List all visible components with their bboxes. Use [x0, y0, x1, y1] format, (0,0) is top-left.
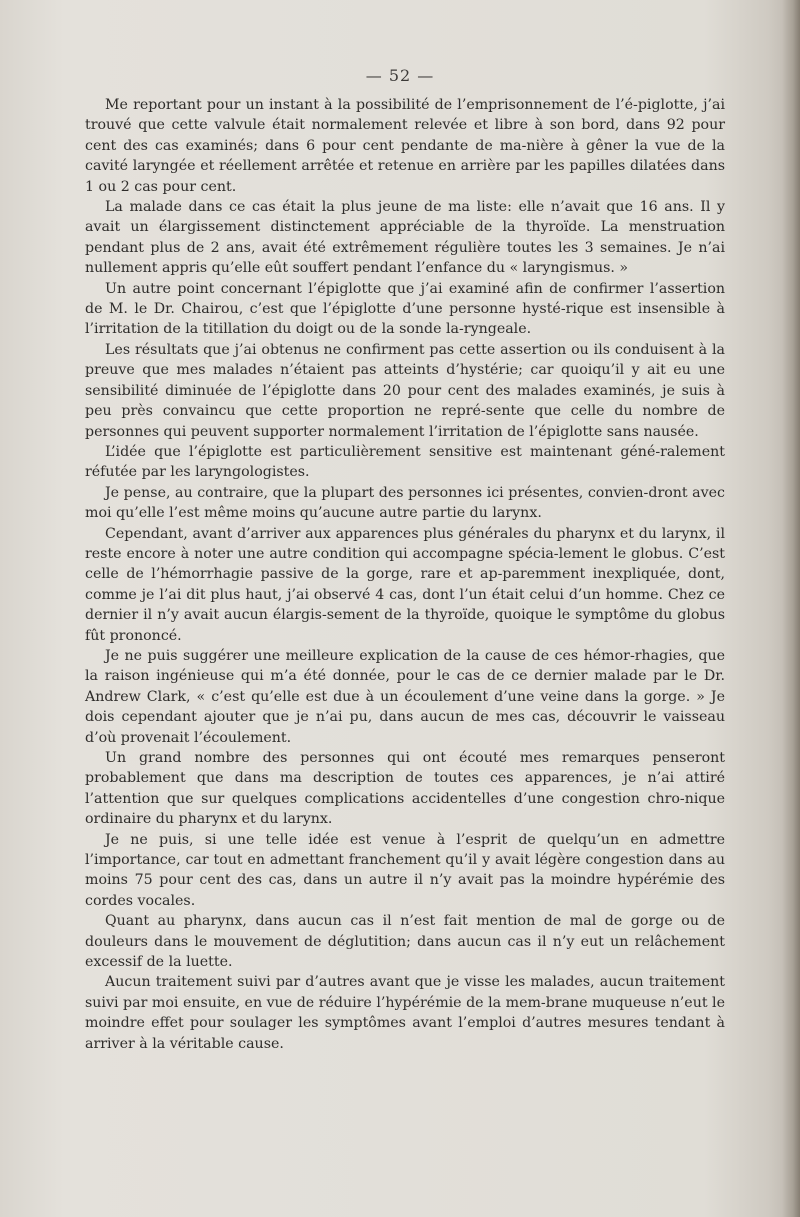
body-text	[85, 95, 725, 1054]
paragraph: Je ne puis suggérer une meilleure explication de la cause de ces hémor-rhagies, que la raison ingénieuse qui m’a été donnée, pour le cas de ce dernier malade par le Dr. Andrew Clark, « c’est qu’elle est due à un écoulement d’une veine dans la gorge. » Je dois cependant ajouter que je n’ai pu, dans aucun de mes cas, découvrir le vaisseau d’où provenait l’écoulement.	[85, 647, 725, 746]
paragraph: Quant au pharynx, dans aucun cas il n’est fait mention de mal de gorge ou de douleurs dans le mouvement de déglutition; dans aucun cas il n’y eut un relâchement excessif de la luette.	[85, 913, 725, 971]
paragraph: Cependant, avant d’arriver aux apparences plus générales du pharynx et du larynx, il reste encore à noter une autre condition qui accompagne spécia-lement le globus. C’est celle de l’hémorrhagie passive de la gorge, rare et ap-paremment inexpliquée, dont, comme je l’ai dit plus haut, j’ai observé 4 cas, dont l’un était celui d’un homme. Chez ce dernier il n’y avait aucun élargis-sement de la thyroïde, quoique le symptôme du globus fût prononcé.	[85, 525, 725, 644]
paragraph: Les résultats que j’ai obtenus ne confirment pas cette assertion ou ils conduisent à la preuve que mes malades n’étaient pas atteints d’hystérie; car quoiqu’il y ait eu une sensibilité diminuée de l’épiglotte dans 20 pour cent des malades examinés, je suis à peu près convaincu que cette proportion ne repré-sente que celle du nombre de personnes qui peuvent supporter normalement l’irritation de l’épiglotte sans nausée.	[85, 341, 725, 440]
page-number: — 52 —	[365, 66, 435, 85]
page-edge-shadow	[782, 0, 800, 1217]
paragraph: Un grand nombre des personnes qui ont écouté mes remarques penseront probablement que dans ma description de toutes ces apparences, je n’ai attiré l’attention que sur quelques complications accidentelles d’une congestion chro-nique ordinaire du pharynx et du larynx.	[85, 750, 725, 828]
paragraph: Un autre point concernant l’épiglotte que j’ai examiné afin de confirmer l’assertion de M. le Dr. Chairou, c’est que l’épiglotte d’une personne hysté-rique est insensible à l’irritation de la titillation du doigt ou de la sonde la-ryngeale.	[85, 280, 725, 338]
paragraph: Je pense, au contraire, que la plupart des personnes ici présentes, convien-dront avec moi qu’elle l’est même moins qu’aucune autre partie du larynx.	[85, 484, 725, 522]
paragraph: La malade dans ce cas était la plus jeune de ma liste: elle n’avait que 16 ans. Il y avait un élargissement distinctement appréciable de la thyroïde. La menstruation pendant plus de 2 ans, avait été extrêmement régulière toutes les 3 semaines. Je n’ai nullement appris qu’elle eût souffert pendant l’enfance du « laryngismus. »	[85, 199, 725, 277]
paragraph: Me reportant pour un instant à la possibilité de l’emprisonnement de l’é-piglotte, j’ai trouvé que cette valvule était normalement relevée et libre à son bord, dans 92 pour cent des cas examinés; dans 6 pour cent pendante de ma-nière à gêner la vue de la cavité laryngée et réellement arrêtée et retenue en arrière par les papilles dilatées dans 1 ou 2 cas pour cent.	[85, 97, 725, 195]
paragraph: Je ne puis, si une telle idée est venue à l’esprit de quelqu’un en admettre l’importance, car tout en admettant franchement qu’il y avait légère congestion dans au moins 75 pour cent des cas, dans un autre il n’y avait pas la moindre hypérémie des cordes vocales.	[85, 831, 725, 909]
paragraph: L’idée que l’épiglotte est particulièrement sensitive est maintenant géné-ralement réfutée par les laryngologistes.	[85, 443, 725, 481]
paragraph: Aucun traitement suivi par d’autres avant que je visse les malades, aucun traitement suivi par moi ensuite, en vue de réduire l’hypérémie de la mem-brane muqueuse n’eut le moindre effet pour soulager les symptômes avant l’emploi d’autres mesures tendant à arriver à la véritable cause.	[85, 974, 725, 1052]
